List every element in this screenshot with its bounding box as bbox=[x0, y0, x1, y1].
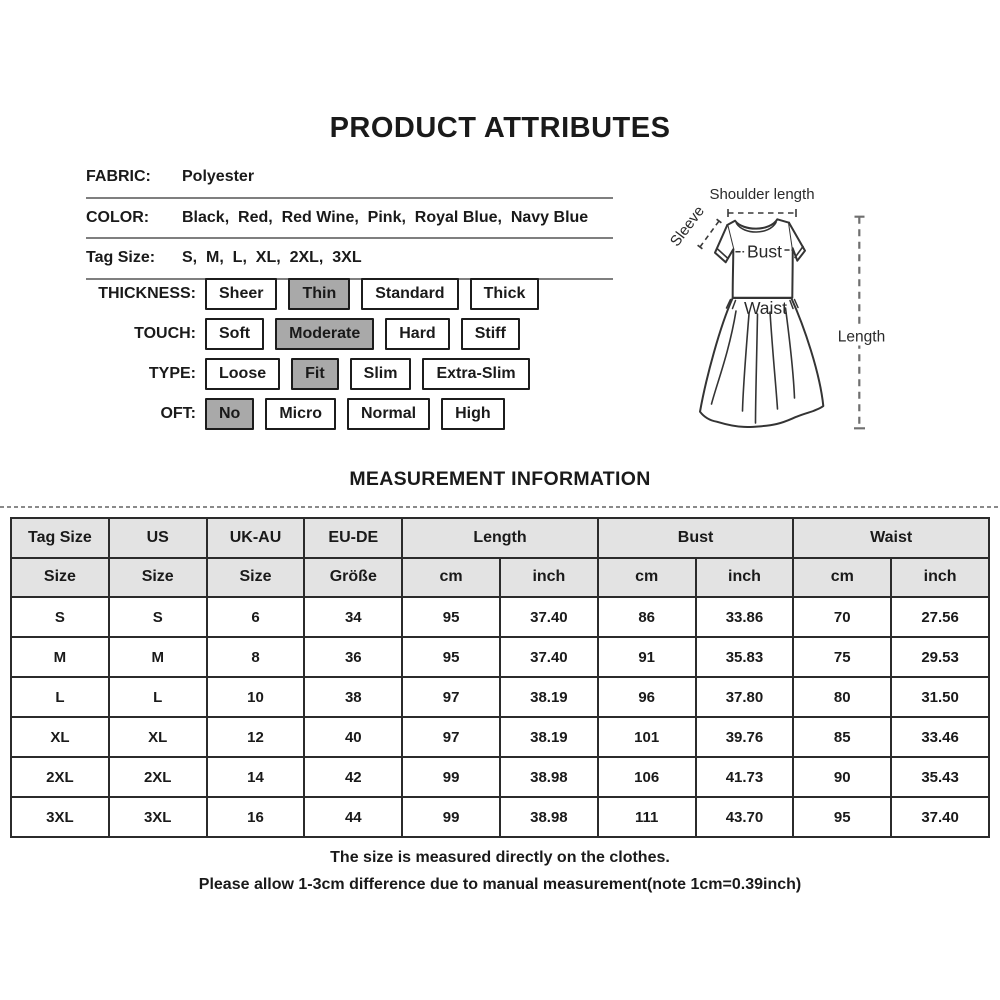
option-thick: Thick bbox=[470, 278, 540, 310]
table-cell: 38.19 bbox=[500, 677, 598, 717]
table-cell: 43.70 bbox=[696, 797, 794, 837]
table-cell: 99 bbox=[402, 757, 500, 797]
table-row bbox=[11, 677, 989, 717]
option-thin: Thin bbox=[288, 278, 350, 310]
option-row-label: TOUCH: bbox=[134, 325, 196, 342]
table-cell: 40 bbox=[304, 717, 402, 757]
note-line: Please allow 1-3cm difference due to manual measurement(note 1cm=0.39inch) bbox=[198, 876, 802, 893]
table-cell: 80 bbox=[793, 677, 891, 717]
notes bbox=[0, 844, 1000, 898]
column-header: Waist bbox=[793, 518, 989, 558]
table-cell: 39.76 bbox=[696, 717, 794, 757]
bust-label: Bust bbox=[746, 241, 783, 262]
size-table-body bbox=[11, 597, 989, 837]
table-cell: 70 bbox=[793, 597, 891, 637]
table-cell: 95 bbox=[402, 597, 500, 637]
attribute-label: COLOR: bbox=[86, 208, 150, 226]
waist-label: Waist bbox=[743, 298, 788, 318]
table-cell: 33.86 bbox=[696, 597, 794, 637]
table-cell: M bbox=[109, 637, 207, 677]
table-cell: S bbox=[109, 597, 207, 637]
option-extra-slim: Extra-Slim bbox=[422, 358, 529, 390]
column-header: Tag Size bbox=[11, 518, 109, 558]
option-chips bbox=[205, 398, 505, 430]
column-subheader: cm bbox=[402, 558, 500, 598]
page-title: PRODUCT ATTRIBUTES bbox=[329, 112, 671, 144]
table-row bbox=[11, 597, 989, 637]
option-chips bbox=[205, 318, 520, 350]
table-cell: 10 bbox=[207, 677, 305, 717]
table-cell: M bbox=[11, 637, 109, 677]
option-slim: Slim bbox=[350, 358, 412, 390]
table-row bbox=[11, 797, 989, 837]
option-row-label: TYPE: bbox=[148, 365, 196, 382]
table-row bbox=[11, 717, 989, 757]
option-normal: Normal bbox=[347, 398, 430, 430]
table-cell: 44 bbox=[304, 797, 402, 837]
size-table-head bbox=[11, 518, 989, 597]
column-subheader: inch bbox=[696, 558, 794, 598]
measurement-divider bbox=[0, 506, 1000, 508]
option-chips bbox=[205, 358, 530, 390]
table-cell: 86 bbox=[598, 597, 696, 637]
table-cell: 99 bbox=[402, 797, 500, 837]
option-row bbox=[0, 354, 539, 394]
table-cell: 38.98 bbox=[500, 757, 598, 797]
table-cell: 38 bbox=[304, 677, 402, 717]
attribute-value: S, M, L, XL, 2XL, 3XL bbox=[182, 249, 362, 267]
table-cell: 27.56 bbox=[891, 597, 989, 637]
dress-diagram bbox=[640, 168, 960, 463]
table-cell: 14 bbox=[207, 757, 305, 797]
column-subheader: Size bbox=[207, 558, 305, 598]
table-row bbox=[11, 637, 989, 677]
table-cell: 97 bbox=[402, 717, 500, 757]
option-loose: Loose bbox=[205, 358, 280, 390]
option-moderate: Moderate bbox=[275, 318, 374, 350]
column-header: Bust bbox=[598, 518, 794, 558]
attribute-row bbox=[86, 158, 613, 199]
header-row bbox=[11, 518, 989, 558]
table-cell: 97 bbox=[402, 677, 500, 717]
option-row-label: OFT: bbox=[160, 405, 196, 422]
table-cell: 95 bbox=[793, 797, 891, 837]
table-cell: 38.98 bbox=[500, 797, 598, 837]
table-cell: L bbox=[11, 677, 109, 717]
table-cell: 38.19 bbox=[500, 717, 598, 757]
option-chips bbox=[205, 278, 539, 310]
table-cell: 16 bbox=[207, 797, 305, 837]
table-cell: 96 bbox=[598, 677, 696, 717]
table-cell: 37.40 bbox=[891, 797, 989, 837]
table-cell: 91 bbox=[598, 637, 696, 677]
sleeve-measure-line bbox=[700, 221, 719, 247]
column-header: EU-DE bbox=[304, 518, 402, 558]
table-cell: 35.83 bbox=[696, 637, 794, 677]
column-subheader: inch bbox=[500, 558, 598, 598]
table-row bbox=[11, 757, 989, 797]
option-sheer: Sheer bbox=[205, 278, 277, 310]
column-header: Length bbox=[402, 518, 598, 558]
option-row bbox=[0, 274, 539, 314]
option-row-label: THICKNESS: bbox=[98, 285, 196, 302]
column-subheader: cm bbox=[598, 558, 696, 598]
table-cell: 3XL bbox=[11, 797, 109, 837]
sleeve-label: Sleeve bbox=[666, 202, 708, 250]
table-cell: 2XL bbox=[109, 757, 207, 797]
option-no: No bbox=[205, 398, 254, 430]
option-row bbox=[0, 314, 539, 354]
shoulder-length-label: Shoulder length bbox=[709, 186, 815, 203]
measurement-title: MEASUREMENT INFORMATION bbox=[349, 468, 651, 490]
option-soft: Soft bbox=[205, 318, 264, 350]
option-hard: Hard bbox=[385, 318, 449, 350]
table-cell: 29.53 bbox=[891, 637, 989, 677]
table-cell: 3XL bbox=[109, 797, 207, 837]
table-cell: 106 bbox=[598, 757, 696, 797]
option-stiff: Stiff bbox=[461, 318, 520, 350]
table-cell: 101 bbox=[598, 717, 696, 757]
table-cell: 41.73 bbox=[696, 757, 794, 797]
option-fit: Fit bbox=[291, 358, 339, 390]
note-line: The size is measured directly on the clothes. bbox=[330, 849, 670, 866]
column-header: US bbox=[109, 518, 207, 558]
column-subheader: inch bbox=[891, 558, 989, 598]
table-cell: S bbox=[11, 597, 109, 637]
attribute-value: Black, Red, Red Wine, Pink, Royal Blue, Navy Blue bbox=[182, 208, 589, 226]
options-list bbox=[0, 274, 539, 434]
option-micro: Micro bbox=[265, 398, 336, 430]
table-cell: XL bbox=[11, 717, 109, 757]
attribute-value: Polyester bbox=[182, 168, 255, 186]
table-cell: 36 bbox=[304, 637, 402, 677]
table-cell: XL bbox=[109, 717, 207, 757]
table-cell: 35.43 bbox=[891, 757, 989, 797]
attribute-label: Tag Size: bbox=[86, 249, 156, 267]
column-subheader: Größe bbox=[304, 558, 402, 598]
table-cell: 85 bbox=[793, 717, 891, 757]
table-cell: 111 bbox=[598, 797, 696, 837]
length-label: Length bbox=[837, 328, 886, 346]
subheader-row bbox=[11, 558, 989, 598]
table-cell: 12 bbox=[207, 717, 305, 757]
attribute-row bbox=[86, 199, 613, 240]
table-cell: 37.40 bbox=[500, 597, 598, 637]
attribute-label: FABRIC: bbox=[86, 168, 151, 186]
table-cell: 95 bbox=[402, 637, 500, 677]
option-high: High bbox=[441, 398, 505, 430]
table-cell: 75 bbox=[793, 637, 891, 677]
table-cell: 31.50 bbox=[891, 677, 989, 717]
column-header: UK-AU bbox=[207, 518, 305, 558]
table-cell: 8 bbox=[207, 637, 305, 677]
table-cell: 37.80 bbox=[696, 677, 794, 717]
attributes-list bbox=[86, 158, 613, 280]
column-subheader: Size bbox=[109, 558, 207, 598]
table-cell: 37.40 bbox=[500, 637, 598, 677]
table-cell: 42 bbox=[304, 757, 402, 797]
column-subheader: cm bbox=[793, 558, 891, 598]
table-cell: 90 bbox=[793, 757, 891, 797]
table-cell: 6 bbox=[207, 597, 305, 637]
option-row bbox=[0, 394, 539, 434]
table-cell: L bbox=[109, 677, 207, 717]
table-cell: 33.46 bbox=[891, 717, 989, 757]
size-table bbox=[10, 517, 990, 838]
table-cell: 2XL bbox=[11, 757, 109, 797]
column-subheader: Size bbox=[11, 558, 109, 598]
option-standard: Standard bbox=[361, 278, 458, 310]
table-cell: 34 bbox=[304, 597, 402, 637]
